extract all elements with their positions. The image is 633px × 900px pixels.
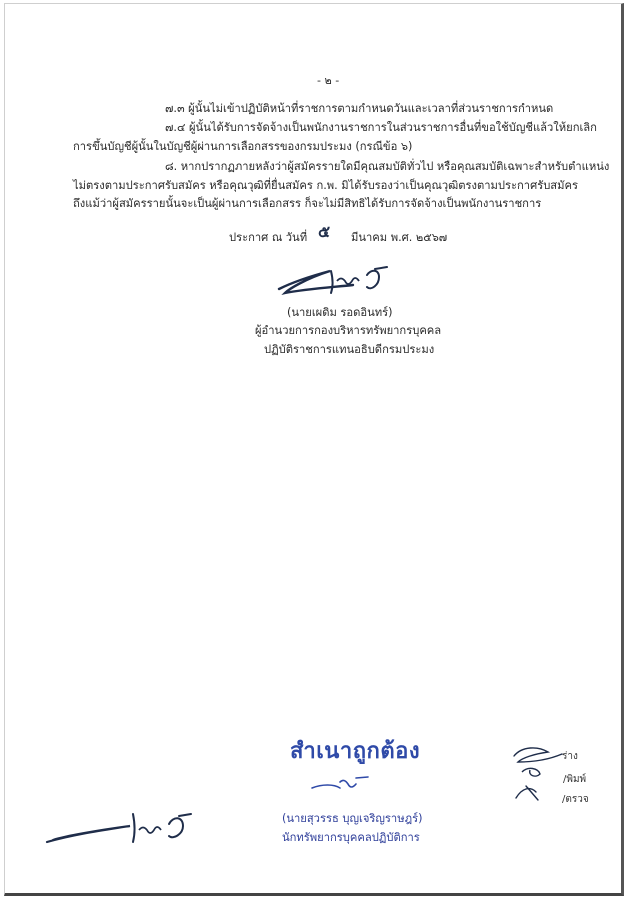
signer-acting-role: ปฏิบัติราชการแทนอธิบดีกรมประมง <box>264 343 435 356</box>
signer-name: (นายเผดิม รอดอินทร์) <box>287 306 393 319</box>
clause-7-3: ๗.๓ ผู้นั้นไม่เข้าปฏิบัติหน้าที่ราชการตามกำหนดวันและเวลาที่ส่วนราชการกำหนด <box>165 102 554 115</box>
certified-copy-stamp: สำเนาถูกต้อง <box>290 739 421 764</box>
initials-marks <box>508 742 564 802</box>
print-mark: /พิมพ์ <box>563 774 587 785</box>
announcement-day: ๕ <box>318 222 331 241</box>
announcement-month-year: มีนาคม พ.ศ. ๒๕๖๗ <box>351 231 448 244</box>
signer-position: ผู้อำนวยการกองบริหารทรัพยากรบุคคล <box>255 324 442 337</box>
document-page <box>4 3 624 896</box>
clause-7-4: ๗.๔ ผู้นั้นได้รับการจัดจ้างเป็นพนักงานราชการในส่วนราชการอื่นที่ขอใช้บัญชีแล้วให้ยกเลิก <box>165 121 597 134</box>
certifier-signature <box>310 774 370 794</box>
clause-8-line-3: ถึงแม้ว่าผู้สมัครรายนั้นจะเป็นผู้ผ่านการเลือกสรร ก็จะไม่มีสิทธิได้รับการจัดจ้างเป็นพนักงานราชการ <box>73 197 542 210</box>
bottom-left-signature <box>45 804 195 849</box>
clause-8-line-2: ไม่ตรงตามประกาศรับสมัคร หรือคุณวุฒิที่ยื่นสมัคร ก.พ. มิได้รับรองว่าเป็นคุณวุฒิตรงตามประกาศรับสมัคร <box>73 179 578 192</box>
draft-mark: ร่าง <box>562 751 578 762</box>
certifier-position: นักทรัพยากรบุคคลปฏิบัติการ <box>282 831 420 844</box>
signature-image <box>275 259 395 304</box>
clause-7-4-continued: การขึ้นบัญชีผู้นั้นในบัญชีผู้ผ่านการเลือกสรรของกรมประมง (กรณีข้อ ๖) <box>73 140 413 153</box>
check-mark: /ตรวจ <box>562 794 589 805</box>
page-number: - ๒ - <box>317 74 340 87</box>
certifier-name: (นายสุวรรธ บุญเจริญราษฎร์) <box>282 812 423 825</box>
clause-8: ๘. หากปรากฏภายหลังว่าผู้สมัครรายใดมีคุณสมบัติทั่วไป หรือคุณสมบัติเฉพาะสำหรับตำแหน่ง <box>165 160 610 173</box>
announcement-label: ประกาศ ณ วันที่ <box>229 231 308 244</box>
